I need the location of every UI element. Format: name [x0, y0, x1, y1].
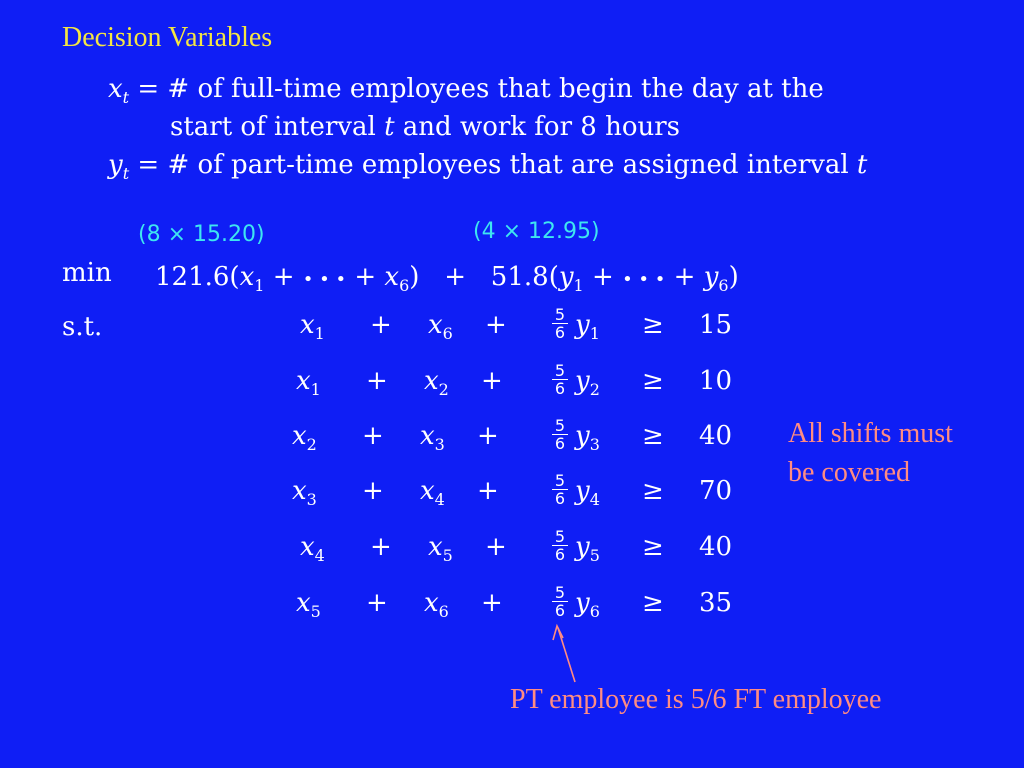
constraint-x-a: $x_5$ [296, 588, 321, 621]
five-sixths-fraction [552, 306, 568, 341]
fraction-denominator: 6 [554, 323, 566, 342]
constraint-rhs: 10 [699, 366, 733, 396]
constraint-rhs: 35 [699, 588, 733, 618]
constraint-plus-2: + [481, 366, 503, 396]
fraction-denominator: 6 [554, 379, 566, 398]
five-sixths-fraction [552, 584, 568, 619]
constraint-plus-2: + [477, 476, 499, 506]
ft-cost-note: (8 × 15.20) [138, 222, 265, 247]
fraction-numerator: 5 [552, 528, 568, 546]
arrow-line [558, 628, 575, 682]
constraint-rhs: 40 [699, 421, 733, 451]
objective-x1: x [239, 262, 255, 292]
pt-cost-note: (4 × 12.95) [473, 219, 600, 244]
five-sixths-fraction [552, 417, 568, 452]
constraint-x-a: $x_1$ [300, 310, 325, 343]
constraint-y: $y_2$ [575, 366, 600, 399]
constraint-x-a: $x_4$ [300, 532, 325, 565]
constraint-rhs: 40 [699, 532, 733, 562]
pt-equivalence-note: PT employee is 5/6 FT employee [510, 684, 882, 715]
y-var: y [108, 150, 123, 180]
objective-plus: + [272, 262, 295, 292]
constraint-plus-1: + [366, 588, 388, 618]
five-sixths-fraction [552, 362, 568, 397]
constraint-plus-2: + [481, 588, 503, 618]
fraction-numerator: 5 [552, 306, 568, 324]
objective-x6: x [384, 262, 400, 292]
objective-x6-sub: 6 [399, 276, 410, 295]
constraint-plus-1: + [370, 310, 392, 340]
constraint-y: $y_3$ [575, 421, 600, 454]
y-definition-text: = # of part-time employees that are assigned interval [129, 150, 857, 180]
fraction-denominator: 6 [554, 545, 566, 564]
x-definition-t: t [384, 112, 395, 142]
x-definition-text-2c: and work for 8 hours [394, 112, 680, 142]
constraint-plus-1: + [366, 366, 388, 396]
coverage-note-line-2: be covered [788, 457, 911, 488]
constraint-geq: ≥ [642, 532, 664, 562]
constraint-plus-1: + [362, 421, 384, 451]
constraint-row [0, 583, 1024, 638]
five-sixths-fraction [552, 528, 568, 563]
constraint-x-b: $x_5$ [428, 532, 453, 565]
objective-x1-sub: 1 [254, 276, 265, 295]
constraint-y: $y_4$ [575, 476, 600, 509]
objective-close: ) [728, 262, 739, 292]
constraint-row [0, 361, 1024, 416]
objective-plus-main: + [444, 262, 466, 292]
constraint-x-b: $x_3$ [420, 421, 445, 454]
fraction-denominator: 6 [554, 489, 566, 508]
x-sub: t [122, 88, 130, 107]
objective-y6-sub: 6 [718, 276, 729, 295]
x-definition-line-1 [108, 74, 824, 107]
constraint-row [0, 527, 1024, 582]
constraint-rhs: 70 [699, 476, 733, 506]
objective-label: min [62, 258, 112, 288]
constraint-x-b: $x_2$ [424, 366, 449, 399]
objective-y1: y [558, 262, 574, 292]
constraint-plus-1: + [362, 476, 384, 506]
fraction-numerator: 5 [552, 417, 568, 435]
x-definition-line-2 [170, 112, 680, 142]
note-arrow [540, 620, 590, 690]
objective-function [155, 262, 739, 295]
constraint-y: $y_6$ [575, 588, 600, 621]
y-sub: t [122, 164, 130, 183]
objective-plus: + [354, 262, 377, 292]
constraint-plus-1: + [370, 532, 392, 562]
constraint-geq: ≥ [642, 310, 664, 340]
constraint-geq: ≥ [642, 476, 664, 506]
constraint-plus-2: + [485, 310, 507, 340]
x-definition-text-2a: start of interval [170, 112, 385, 142]
constraint-geq: ≥ [642, 366, 664, 396]
fraction-denominator: 6 [554, 434, 566, 453]
constraint-x-a: $x_1$ [296, 366, 321, 399]
constraint-x-a: $x_2$ [292, 421, 317, 454]
objective-coef-y: 51.8( [490, 262, 559, 292]
x-definition-text-1: = # of full-time employees that begin the day at the [129, 74, 824, 104]
objective-dots-y: • • • [622, 269, 666, 290]
constraint-geq: ≥ [642, 421, 664, 451]
x-var: x [108, 74, 123, 104]
constraint-x-b: $x_6$ [424, 588, 449, 621]
constraint-x-a: $x_3$ [292, 476, 317, 509]
objective-y6: y [703, 262, 719, 292]
fraction-numerator: 5 [552, 472, 568, 490]
fraction-denominator: 6 [554, 601, 566, 620]
objective-plus: + [673, 262, 696, 292]
slide-title: Decision Variables [62, 22, 273, 53]
constraint-y: $y_1$ [575, 310, 600, 343]
fraction-numerator: 5 [552, 584, 568, 602]
objective-y1-sub: 1 [573, 276, 584, 295]
objective-plus: + [592, 262, 614, 292]
constraint-x-b: $x_6$ [428, 310, 453, 343]
constraint-plus-2: + [477, 421, 499, 451]
constraint-x-b: $x_4$ [420, 476, 445, 509]
objective-dots-x: • • • [302, 269, 347, 290]
y-definition-line [108, 150, 867, 183]
y-definition-t: t [856, 150, 868, 180]
constraint-rhs: 15 [699, 310, 733, 340]
constraint-plus-2: + [485, 532, 507, 562]
constraint-geq: ≥ [642, 588, 664, 618]
five-sixths-fraction [552, 472, 568, 507]
objective-close: ) [409, 262, 420, 292]
constraint-row [0, 305, 1024, 360]
objective-coef-x: 121.6( [155, 262, 240, 292]
subject-to-label: s.t. [62, 312, 103, 342]
constraint-y: $y_5$ [575, 532, 600, 565]
fraction-numerator: 5 [552, 362, 568, 380]
coverage-note-line-1: All shifts must [788, 418, 953, 449]
